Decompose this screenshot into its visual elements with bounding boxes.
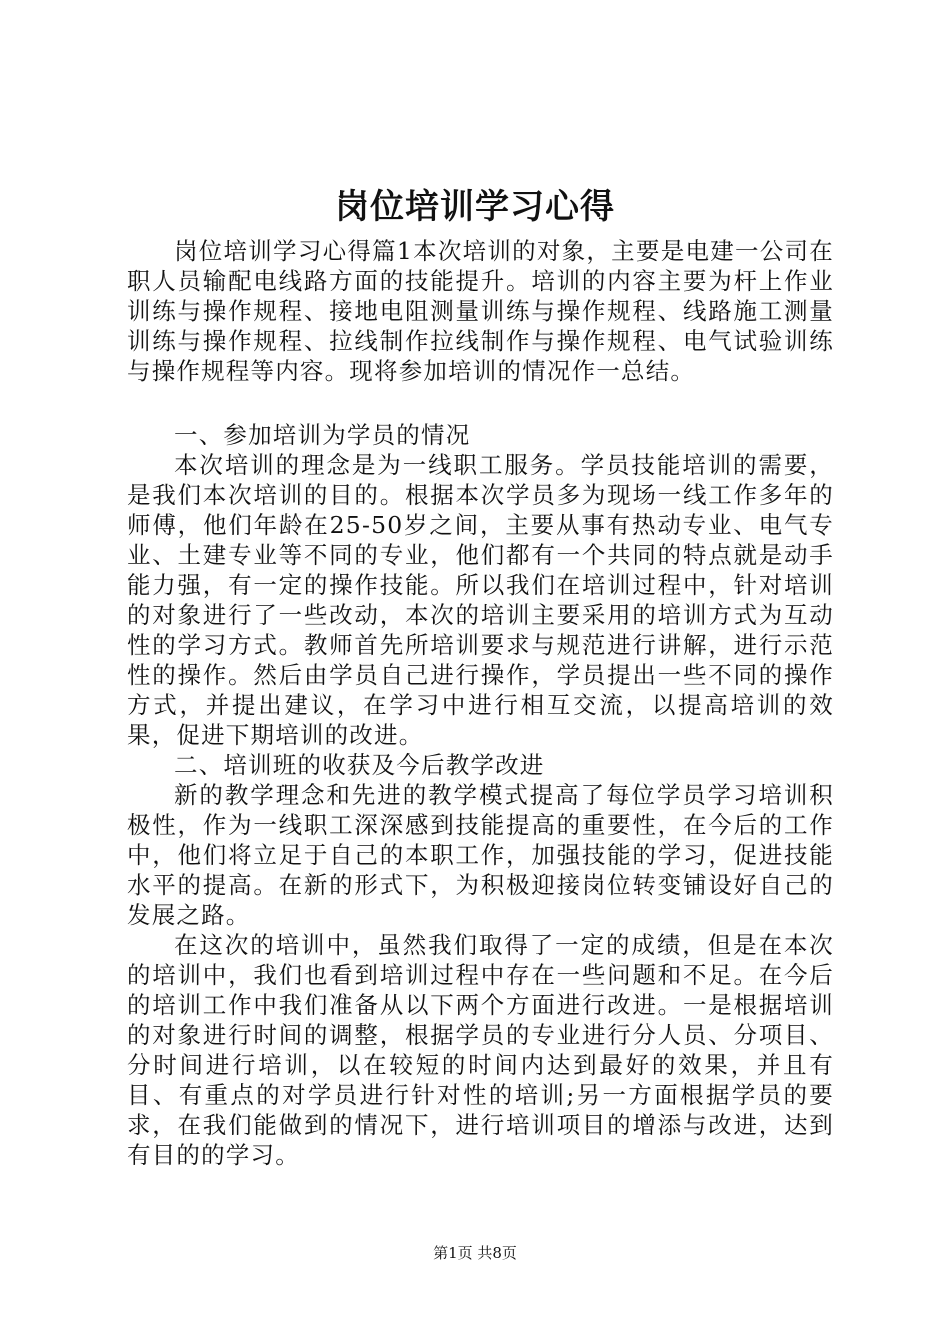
section-heading-1: 一、参加培训为学员的情况	[174, 421, 471, 449]
section-1-paragraph: 本次培训的理念是为一线职工服务。学员技能培训的需要，是我们本次培训的目的。根据本次学员多为现场一线工作多年的师傅，他们年龄在25-50岁之间，主要从事有热动专业、电气专业、土建专业等不同的专业，他们都有一个共同的特点就是动手能力强，有一定的操作技能。所以我们在培训过程中，针对培训的对象进行了一些改动，本次的培训主要采用的培训方式为互动性的学习方式。教师首先所培训要求与规范进行讲解，进行示范性的操作。然后由学员自己进行操作，学员提出一些不同的操作方式，并提出建议，在学习中进行相互交流，以提高培训的效果，促进下期培训的改进。	[127, 451, 834, 749]
page-number-footer: 第1页 共8页	[433, 1244, 517, 1262]
section-2-paragraph-1: 新的教学理念和先进的教学模式提高了每位学员学习培训积极性，作为一线职工深深感到技能提高的重要性，在今后的工作中，他们将立足于自己的本职工作，加强技能的学习，促进技能水平的提高。在新的形式下，为积极迎接岗位转变铺设好自己的发展之路。	[127, 781, 834, 929]
section-2-paragraph-2: 在这次的培训中，虽然我们取得了一定的成绩，但是在本次的培训中，我们也看到培训过程中存在一些问题和不足。在今后的培训工作中我们准备从以下两个方面进行改进。一是根据培训的对象进行时间的调整，根据学员的专业进行分人员、分项目、分时间进行培训，以在较短的时间内达到最好的效果，并且有目、有重点的对学员进行针对性的培训;另一方面根据学员的要求，在我们能做到的情况下，进行培训项目的增添与改进，达到有目的的学习。	[127, 931, 834, 1169]
intro-paragraph: 岗位培训学习心得篇1本次培训的对象，主要是电建一公司在职人员输配电线路方面的技能提升。培训的内容主要为杆上作业训练与操作规程、接地电阻测量训练与操作规程、线路施工测量训练与操作规程、拉线制作拉线制作与操作规程、电气试验训练与操作规程等内容。现将参加培训的情况作一总结。	[127, 237, 834, 385]
section-heading-2: 二、培训班的收获及今后教学改进	[174, 751, 545, 779]
document-body	[127, 236, 834, 1170]
document-title: 岗位培训学习心得	[335, 187, 615, 227]
